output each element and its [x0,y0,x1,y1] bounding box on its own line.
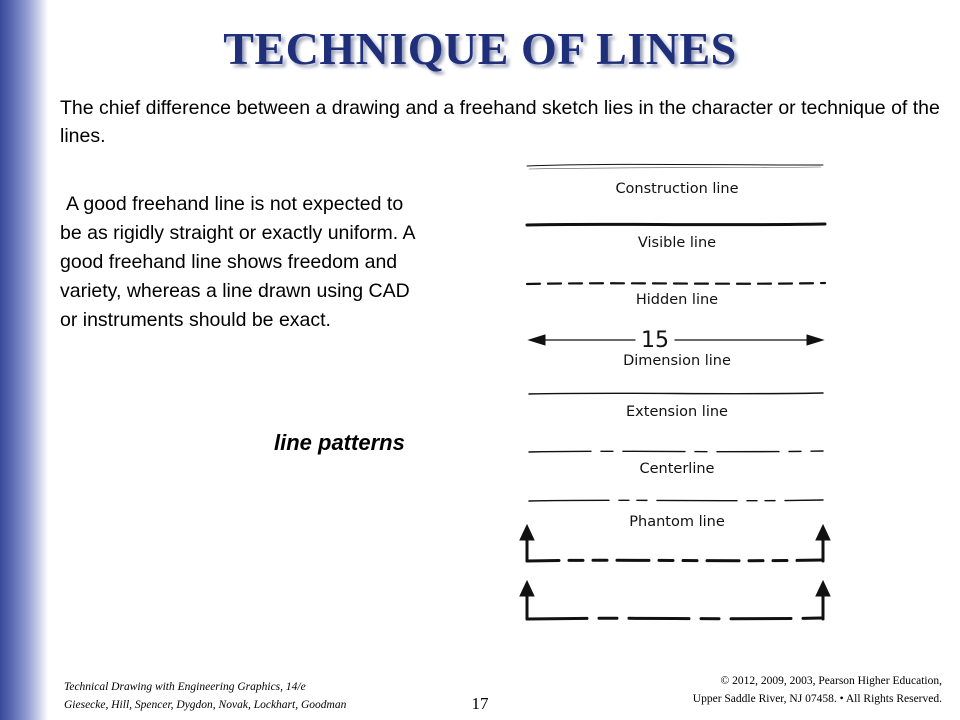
hidden-line [527,283,825,284]
publisher-line: Upper Saddle River, NJ 07458. • All Rights Reserved. [692,693,942,705]
centerline [529,451,823,452]
intro-paragraph: The chief difference between a drawing and a freehand sketch lies in the character or technique of the lines. [60,97,940,147]
visible-line [527,224,825,225]
phantom-line-label: Phantom line [629,514,725,530]
phantom-line [529,500,823,501]
construction-line [527,164,823,166]
hidden-line-label: Hidden line [635,292,719,308]
page-number: 17 [471,694,489,713]
cutting-plane-line-1 [520,525,830,561]
construction-line-label: Construction line [615,181,739,197]
footer-book-info [64,678,346,714]
book-title: Technical Drawing with Engineering Graphics, 14/e [64,681,306,693]
cutting-plane-line-2 [520,581,830,619]
left-gradient-bar [0,0,48,720]
book-authors: Giesecke, Hill, Spencer, Dygdon, Novak, Lockhart, Goodman [64,699,347,711]
body-paragraph: A good freehand line is not expected to be as rigidly straight or exactly uniform. A good freehand line shows freedom and variety, whereas a line drawn using CAD or instruments should be exact. [60,193,415,331]
visible-line-label: Visible line [637,235,717,251]
extension-line-label: Extension line [626,404,728,420]
copyright-line: © 2012, 2009, 2003, Pearson Higher Education, [720,675,942,687]
footer-copyright [693,672,942,708]
centerline-label: Centerline [639,461,715,477]
dimension-value: 15 [641,328,669,353]
extension-line [529,393,823,394]
dimension-line-label: Dimension line [623,353,731,369]
slide-title: TECHNIQUE OF LINES [223,23,737,74]
line-patterns-figure [505,150,845,640]
dimension-line [529,335,823,345]
figure-caption: line patterns [274,430,405,455]
